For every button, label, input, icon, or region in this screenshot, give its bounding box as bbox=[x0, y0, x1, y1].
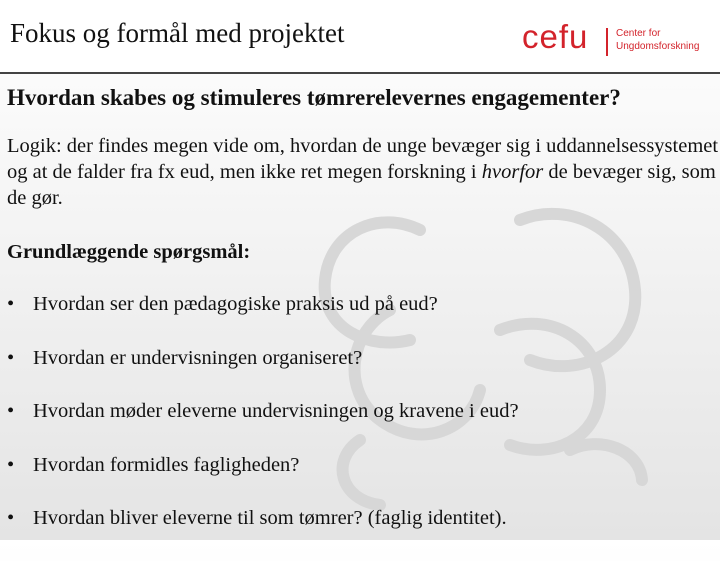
logik-emphasis: hvorfor bbox=[481, 161, 544, 183]
logo-divider bbox=[606, 28, 608, 56]
logik-paragraph bbox=[7, 133, 719, 211]
logo-line-2: Ungdomsforskning bbox=[616, 41, 700, 52]
bullet-icon: • bbox=[7, 400, 15, 422]
list-item bbox=[7, 454, 519, 508]
logik-text-2: de bevæger sig, som de gør. bbox=[7, 161, 716, 209]
logo-line-1: Center for bbox=[616, 28, 661, 39]
logik-text-1: Logik: der findes megen vide om, hvordan de unge bevæger sig i uddannelsessystemet og at de falder fra fx eud, men ikke ret megen forskning i bbox=[7, 135, 719, 183]
list-item bbox=[7, 400, 519, 454]
list-item-text: Hvordan møder eleverne undervisningen og kravene i eud? bbox=[33, 400, 519, 422]
slide-header bbox=[0, 0, 720, 72]
list-item-text: Hvordan formidles fagligheden? bbox=[33, 453, 300, 476]
subheading: Grundlæggende spørgsmål: bbox=[7, 241, 251, 263]
list-item-text: Hvordan ser den pædagogiske praksis ud på eud? bbox=[33, 293, 438, 315]
question-list bbox=[7, 293, 519, 561]
list-item bbox=[7, 347, 519, 401]
bullet-icon: • bbox=[7, 293, 15, 315]
list-item-text: Hvordan bliver eleverne til som tømrer? (faglig identitet). bbox=[33, 507, 507, 529]
list-item-text: Hvordan er undervisningen organiseret? bbox=[33, 346, 363, 369]
bullet-icon: • bbox=[7, 507, 15, 529]
logo-wordmark: cefu bbox=[522, 18, 589, 55]
bullet-icon: • bbox=[7, 453, 15, 476]
list-item bbox=[7, 293, 519, 347]
main-question: Hvordan skabes og stimuleres tømrerelevernes engagementer? bbox=[7, 85, 621, 110]
slide-title: Fokus og formål med projektet bbox=[10, 18, 345, 48]
bullet-icon: • bbox=[7, 346, 15, 369]
header-divider bbox=[0, 72, 720, 74]
list-item bbox=[7, 507, 519, 561]
logo-caption bbox=[616, 27, 699, 53]
